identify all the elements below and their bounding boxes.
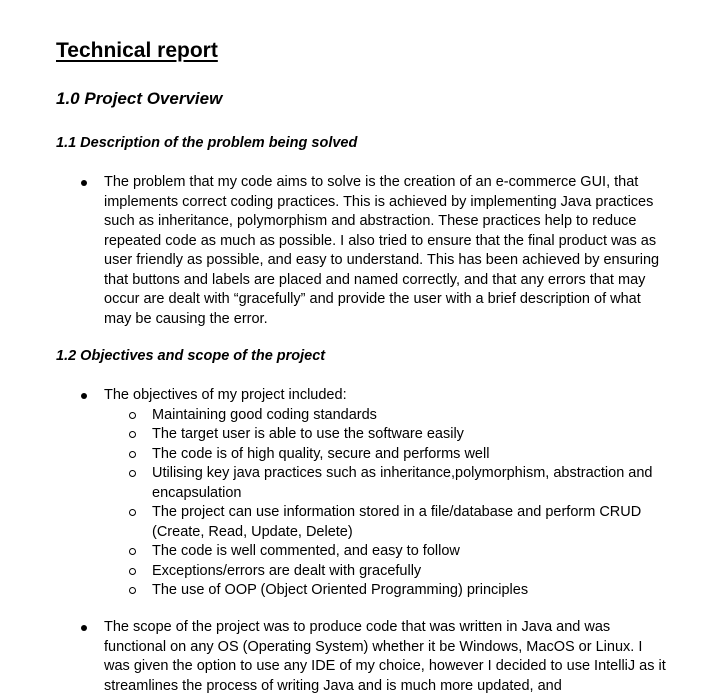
description-bullet-list: [80, 173, 670, 329]
description-bullet: The problem that my code aims to solve is the creation of an e-commerce GUI, that implements correct coding practices. This is achieved by implementing Java practices such as inheritance, polymorphism and abstraction. These practices help to reduce repeated code as much as possible. I also tried to ensure that the final product was as user friendly as possible, and easy to understand. This has been achieved by ensuring that buttons and labels are placed and named correctly, and that any errors that may occur are dealt with “gracefully” and provide the user with a brief description of what may be causing the error.: [80, 173, 670, 329]
objective-item: Exceptions/errors are dealt with gracefully: [104, 562, 670, 582]
objective-item: The use of OOP (Object Oriented Programming) principles: [104, 581, 670, 601]
objective-item: The target user is able to use the software easily: [104, 425, 670, 445]
document-title: Technical report: [56, 39, 218, 62]
scope-bullet-list: [80, 618, 670, 696]
subsection-heading-objectives: 1.2 Objectives and scope of the project: [56, 348, 326, 364]
objective-item: The project can use information stored in a file/database and perform CRUD (Create, Read, Update, Delete): [104, 503, 670, 542]
objectives-intro-text: The objectives of my project included:: [104, 387, 347, 403]
objectives-intro-bullet: [80, 386, 670, 601]
objective-item: Maintaining good coding standards: [104, 406, 670, 426]
objective-item: The code is well commented, and easy to follow: [104, 542, 670, 562]
subsection-heading-description: 1.1 Description of the problem being solved: [56, 135, 358, 151]
objectives-bullet-list: [80, 386, 670, 601]
objective-item: The code is of high quality, secure and performs well: [104, 445, 670, 465]
objectives-sublist: [104, 406, 670, 601]
section-heading-project-overview: 1.0 Project Overview: [56, 89, 223, 108]
objective-item: Utilising key java practices such as inheritance,polymorphism, abstraction and encapsulation: [104, 464, 670, 503]
scope-bullet: The scope of the project was to produce code that was written in Java and was functional on any OS (Operating System) whether it be Windows, MacOS or Linux. I was given the option to use any IDE of my choice, however I decided to use IntelliJ as it streamlines the process of writing Java and is much more updated, and: [80, 618, 670, 696]
